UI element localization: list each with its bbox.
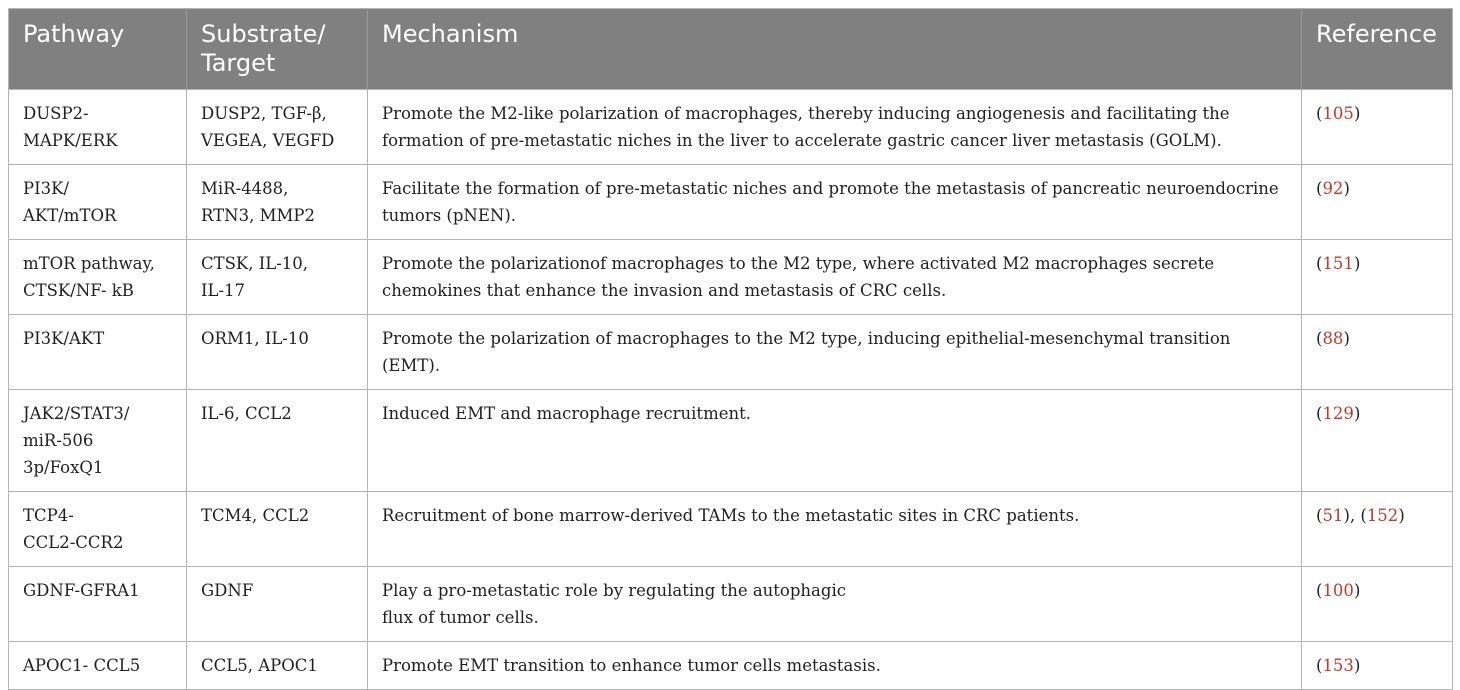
mechanism-cell	[368, 90, 1302, 165]
target-cell-line: CTSK, IL-10,	[201, 254, 309, 273]
mechanism-cell-line: Facilitate the formation of pre-metastatic niches and promote the metastasis of pancreatic neuroendocrine	[382, 179, 1279, 198]
mechanism-cell	[368, 390, 1302, 492]
mechanism-cell-line: Promote the polarization of macrophages to the M2 type, inducing epithelial-mesenchymal transition (EMT).	[382, 329, 1231, 375]
target-cell-line: DUSP2, TGF-β,	[201, 104, 327, 123]
header-pathway	[9, 9, 187, 90]
header-reference	[1302, 9, 1453, 90]
pathway-cell-line: PI3K/AKT	[23, 329, 105, 348]
mechanism-cell	[368, 315, 1302, 390]
reference-cell: (153)	[1302, 642, 1453, 690]
table-row	[9, 567, 1453, 642]
target-cell	[187, 240, 368, 315]
mechanism-cell	[368, 165, 1302, 240]
pathway-cell-line: TCP4-	[23, 506, 74, 525]
table-row	[9, 642, 1453, 690]
target-cell	[187, 165, 368, 240]
pathway-cell	[9, 90, 187, 165]
pathway-cell	[9, 240, 187, 315]
pathway-cell-line: miR-506	[23, 431, 94, 450]
mechanism-cell-line: Promote the polarizationof macrophages to the M2 type, where activated M2 macrophages secrete	[382, 254, 1215, 273]
pathway-cell-line: JAK2/STAT3/	[23, 404, 130, 423]
header-text-line: Substrate/	[201, 20, 326, 48]
pathway-cell-line: MAPK/ERK	[23, 131, 118, 150]
header-text-line: Target	[201, 49, 276, 77]
target-cell-line: IL-17	[201, 281, 246, 300]
reference-link[interactable]: 153	[1322, 656, 1354, 675]
mechanism-cell	[368, 492, 1302, 567]
mechanism-cell	[368, 567, 1302, 642]
pathway-cell	[9, 165, 187, 240]
mechanism-cell	[368, 642, 1302, 690]
pathway-cell	[9, 492, 187, 567]
reference-link[interactable]: 92	[1322, 179, 1344, 198]
pathway-cell-line: CTSK/NF- kB	[23, 281, 134, 300]
pathway-cell	[9, 390, 187, 492]
target-cell	[187, 642, 368, 690]
table-row	[9, 492, 1453, 567]
pathway-cell	[9, 315, 187, 390]
target-cell	[187, 90, 368, 165]
pathway-cell-line: GDNF-GFRA1	[23, 581, 140, 600]
pathway-cell	[9, 642, 187, 690]
target-cell-line: RTN3, MMP2	[201, 206, 315, 225]
table-body	[9, 90, 1453, 690]
pathway-cell-line: mTOR pathway,	[23, 254, 155, 273]
mechanism-cell	[368, 240, 1302, 315]
reference-cell: (129)	[1302, 390, 1453, 492]
pathway-cell	[9, 567, 187, 642]
target-cell	[187, 492, 368, 567]
reference-link[interactable]: 129	[1322, 404, 1354, 423]
table-container	[8, 8, 1452, 690]
mechanism-cell-line: tumors (pNEN).	[382, 206, 517, 225]
header-text-line: Reference	[1316, 20, 1437, 48]
pathway-cell-line: APOC1- CCL5	[23, 656, 141, 675]
target-cell-line: IL-6, CCL2	[201, 404, 292, 423]
table-header	[9, 9, 1453, 90]
table-row	[9, 390, 1453, 492]
reference-link[interactable]: 51	[1322, 506, 1344, 525]
mechanism-cell-line: Play a pro-metastatic role by regulating the autophagic	[382, 581, 846, 600]
pathway-table	[8, 8, 1453, 690]
table-row	[9, 90, 1453, 165]
mechanism-cell-line: Promote EMT transition to enhance tumor cells metastasis.	[382, 656, 881, 675]
target-cell-line: CCL5, APOC1	[201, 656, 318, 675]
reference-cell: (92)	[1302, 165, 1453, 240]
reference-link[interactable]: 151	[1322, 254, 1354, 273]
reference-cell: (51), (152)	[1302, 492, 1453, 567]
target-cell	[187, 567, 368, 642]
pathway-cell-line: AKT/mTOR	[23, 206, 117, 225]
table-row	[9, 240, 1453, 315]
mechanism-cell-line: chemokines that enhance the invasion and metastasis of CRC cells.	[382, 281, 947, 300]
reference-link[interactable]: 88	[1322, 329, 1344, 348]
reference-link[interactable]: 105	[1322, 104, 1354, 123]
header-text-line: Pathway	[23, 20, 125, 48]
mechanism-cell-line: Promote the M2-like polarization of macrophages, thereby inducing angiogenesis and facilitating the	[382, 104, 1230, 123]
reference-cell: (151)	[1302, 240, 1453, 315]
reference-cell: (105)	[1302, 90, 1453, 165]
target-cell-line: GDNF	[201, 581, 254, 600]
header-mechanism	[368, 9, 1302, 90]
mechanism-cell-line: Induced EMT and macrophage recruitment.	[382, 404, 751, 423]
pathway-cell-line: DUSP2-	[23, 104, 89, 123]
target-cell-line: TCM4, CCL2	[201, 506, 310, 525]
target-cell	[187, 390, 368, 492]
mechanism-cell-line: formation of pre-metastatic niches in the liver to accelerate gastric cancer liver metastasis (GOLM).	[382, 131, 1222, 150]
reference-link[interactable]: 100	[1322, 581, 1354, 600]
header-row	[9, 9, 1453, 90]
target-cell-line: ORM1, IL-10	[201, 329, 309, 348]
mechanism-cell-line: Recruitment of bone marrow-derived TAMs to the metastatic sites in CRC patients.	[382, 506, 1080, 525]
reference-cell: (88)	[1302, 315, 1453, 390]
pathway-cell-line: 3p/FoxQ1	[23, 458, 104, 477]
header-substrate-target	[187, 9, 368, 90]
header-text-line: Mechanism	[382, 20, 519, 48]
target-cell-line: VEGEA, VEGFD	[201, 131, 335, 150]
table-row	[9, 165, 1453, 240]
target-cell	[187, 315, 368, 390]
reference-link[interactable]: 152	[1366, 506, 1399, 525]
table-row	[9, 315, 1453, 390]
pathway-cell-line: PI3K/	[23, 179, 70, 198]
reference-cell: (100)	[1302, 567, 1453, 642]
mechanism-cell-line: flux of tumor cells.	[382, 608, 539, 627]
pathway-cell-line: CCL2-CCR2	[23, 533, 124, 552]
target-cell-line: MiR-4488,	[201, 179, 289, 198]
